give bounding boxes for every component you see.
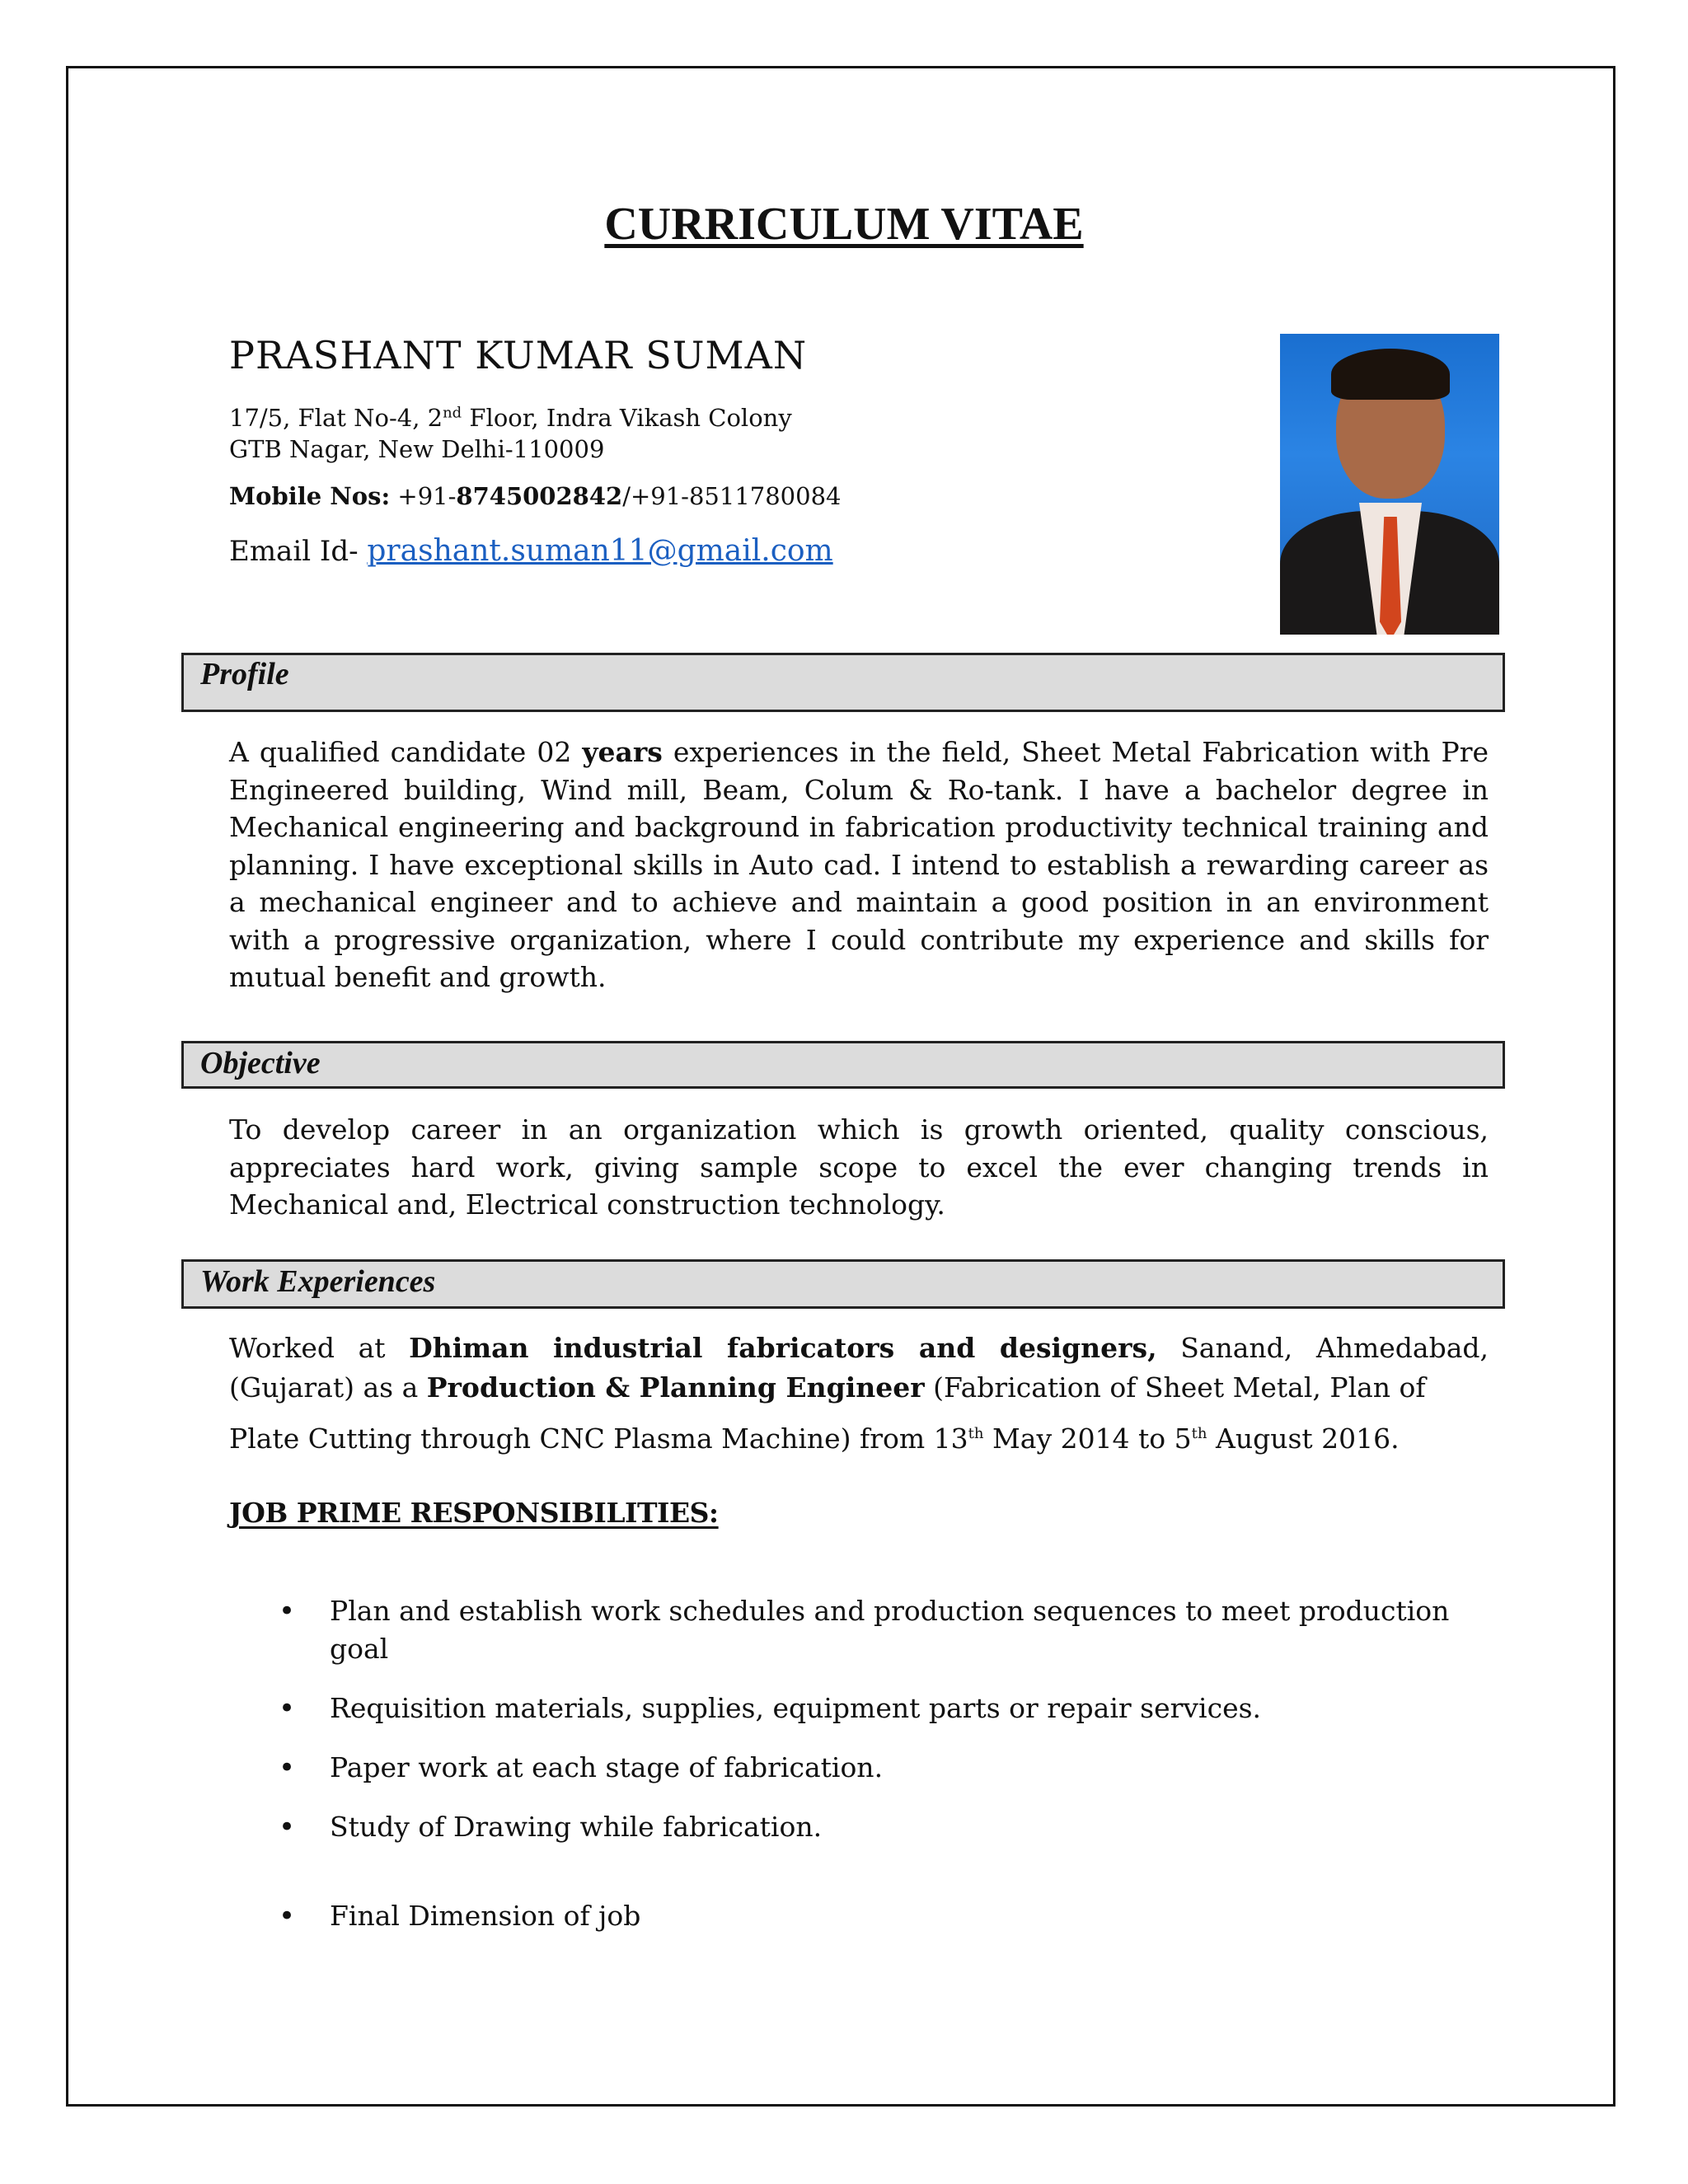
candidate-name: PRASHANT KUMAR SUMAN xyxy=(229,333,808,377)
address-line-1: 17/5, Flat No-4, 2nd Floor, Indra Vikash Colony xyxy=(229,404,792,432)
section-header-profile: Profile xyxy=(181,653,1505,712)
list-item: • Plan and establish work schedules and production sequences to meet production goal xyxy=(279,1592,1490,1668)
email-link[interactable]: prashant.suman11@gmail.com xyxy=(367,534,833,568)
email-label: Email Id- xyxy=(229,535,368,568)
list-item: • Final Dimension of job xyxy=(279,1897,1490,1935)
responsibilities-list xyxy=(279,1592,1490,1935)
mobile-numbers: Mobile Nos: +91-8745002842/+91-8511780084 xyxy=(229,482,842,510)
section-header-work-experiences: Work Experiences xyxy=(181,1259,1505,1309)
work-experience-text: Worked at Dhiman industrial fabricators and designers, Sanand, Ahmedabad, (Gujarat) as a Production & Planning Engineer (Fabrication of Sheet Metal, Plan of Plate Cutting through CNC Plasma Machine) from 13th May 2014 to 5th August 2016. xyxy=(229,1332,1489,1455)
objective-text: To develop career in an organization which is growth oriented, quality conscious, appreciates hard work, giving sample scope to excel the ever changing trends in Mechanical and, Electrical construction technology. xyxy=(229,1113,1489,1221)
bullet-icon: • xyxy=(279,1595,296,1628)
list-item: • Requisition materials, supplies, equipment parts or repair services. xyxy=(279,1690,1490,1727)
profile-photo xyxy=(1280,334,1499,635)
list-item: • Paper work at each stage of fabrication. xyxy=(279,1749,1490,1787)
list-item: • Study of Drawing while fabrication. xyxy=(279,1808,1490,1846)
bullet-icon: • xyxy=(279,1900,296,1933)
responsibilities-heading: JOB PRIME RESPONSIBILITIES: xyxy=(229,1497,719,1529)
bullet-icon: • xyxy=(279,1692,296,1725)
address-line-2: GTB Nagar, New Delhi-110009 xyxy=(229,435,605,463)
document-title: CURRICULUM VITAE xyxy=(604,199,1084,250)
bullet-icon: • xyxy=(279,1751,296,1784)
bullet-icon: • xyxy=(279,1811,296,1844)
profile-text: A qualified candidate 02 years experiences in the field, Sheet Metal Fabrication with Pre Engineered building, Wind mill, Beam, Colum & Ro-tank. I have a bachelor degree in Mechanical engineering and background in fabrication productivity technical training and planning. I have exceptional skills in Auto cad. I intend to establish a rewarding career as a mechanical engineer and to achieve and maintain a good position in an environment with a progressive organization, where I could contribute my experience and skills for mutual benefit and growth. xyxy=(229,736,1489,993)
email-line xyxy=(229,534,833,568)
section-header-objective: Objective xyxy=(181,1041,1505,1089)
